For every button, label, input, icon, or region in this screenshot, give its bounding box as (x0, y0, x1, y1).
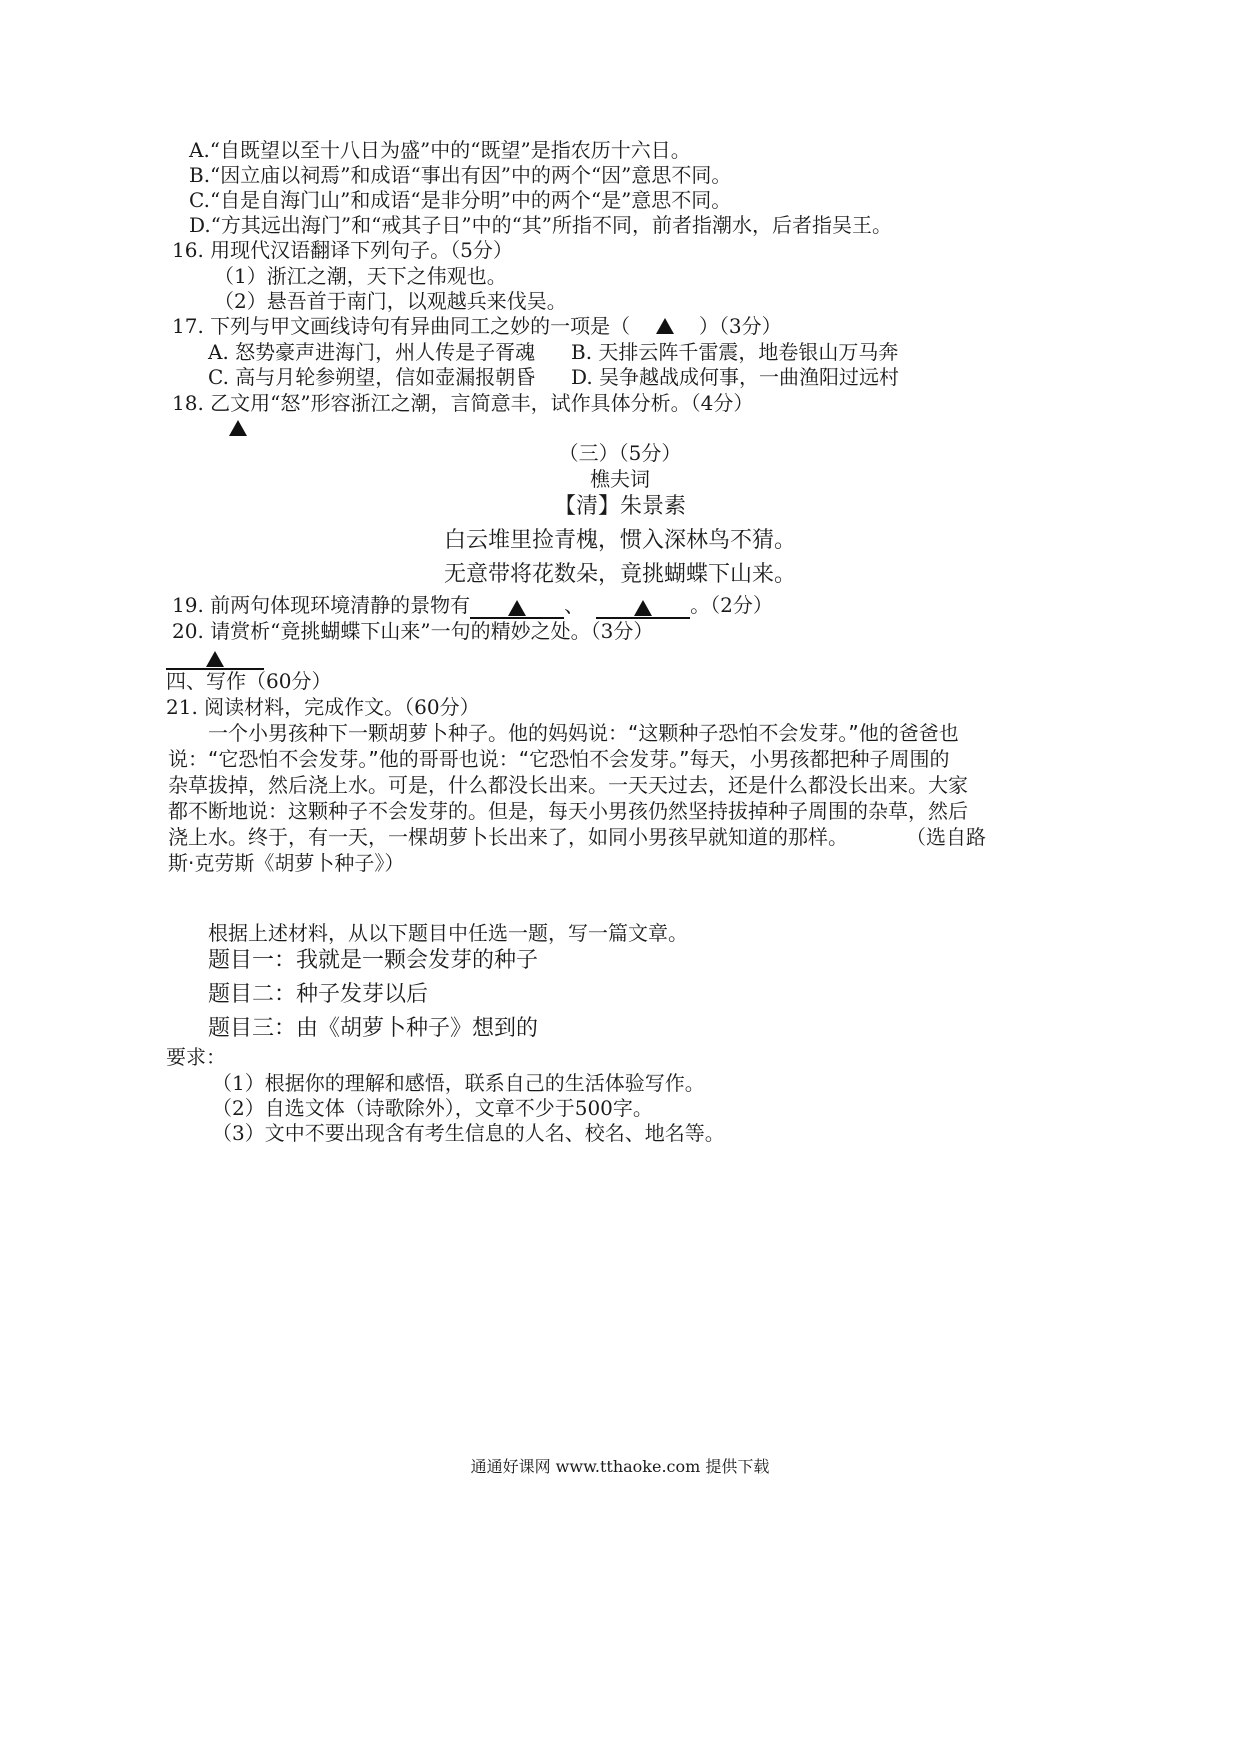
poem-line-1: 白云堆里捡青槐，惯入深林鸟不猜。 (443, 528, 796, 553)
q18-answer (229, 415, 247, 441)
poem-author: 【清】朱景素 (553, 494, 686, 519)
material-source: 斯·克劳斯《胡萝卜种子》） (168, 851, 405, 875)
topic-1: 题目一：我就是一颗会发芽的种子 (208, 948, 539, 973)
q19-stem-text: 19. 前两句体现环境清静的景物有 (172, 593, 471, 617)
writing-instruction: 根据上述材料，从以下题目中任选一题，写一篇文章。 (208, 921, 688, 945)
q19-separator: 、 (564, 593, 585, 617)
answer-triangle-icon (656, 318, 674, 334)
material-line-5-text: 浇上水。终于，有一天，一棵胡萝卜长出来了，如同小男孩早就知道的那样。 (168, 825, 848, 849)
topic-3: 题目三：由《胡萝卜种子》想到的 (208, 1016, 539, 1041)
q20-answer (166, 643, 264, 670)
q19-tail: 。（2分） (690, 593, 773, 617)
answer-blank-2 (596, 595, 690, 619)
q16-item-2: （2）悬吾首于南门，以观越兵来伐吴。 (214, 289, 567, 313)
topic-2: 题目二：种子发芽以后 (208, 982, 429, 1007)
requirement-1: （1）根据你的理解和感悟，联系自己的生活体验写作。 (212, 1071, 705, 1095)
answer-blank-1 (470, 595, 564, 619)
answer-blank (166, 646, 264, 670)
poem-title: 樵夫词 (590, 467, 650, 491)
answer-triangle-icon (508, 600, 526, 616)
material-source-start: （选自路 (906, 825, 986, 849)
q17-stem-text: 17. 下列与甲文画线诗句有异曲同工之妙的一项是（ (172, 314, 631, 338)
answer-triangle-icon (634, 600, 652, 616)
q21-stem: 21. 阅读材料，完成作文。（60分） (166, 695, 480, 719)
requirement-2: （2）自选文体（诗歌除外），文章不少于500字。 (212, 1096, 653, 1120)
material-line-3: 杂草拔掉，然后浇上水。可是，什么都没长出来。一天天过去，还是什么都没长出来。大家 (168, 773, 968, 797)
q15-option-a: A.“自既望以至十八日为盛”中的“既望”是指农历十六日。 (189, 138, 691, 162)
q18-stem: 18. 乙文用“怒”形容浙江之潮，言简意丰，试作具体分析。（4分） (172, 391, 754, 415)
poem-line-2: 无意带将花数朵，竟挑蝴蝶下山来。 (443, 562, 796, 587)
section-three-heading: （三）（5分） (558, 441, 682, 465)
writing-heading: 四、写作（60分） (166, 669, 332, 693)
requirements-label: 要求： (166, 1045, 226, 1069)
q17-option-b: B. 天排云阵千雷震，地卷银山万马奔 (571, 340, 899, 364)
q17-option-d: D. 吴争越战成何事，一曲渔阳过远村 (571, 365, 900, 389)
q15-option-b: B.“因立庙以祠焉”和成语“事出有因”中的两个“因”意思不同。 (189, 163, 732, 187)
q16-item-1: （1）浙江之潮，天下之伟观也。 (214, 264, 507, 288)
requirement-3: （3）文中不要出现含有考生信息的人名、校名、地名等。 (212, 1121, 725, 1145)
answer-triangle-icon (229, 420, 247, 436)
q15-option-c: C.“自是自海门山”和成语“是非分明”中的两个“是”意思不同。 (189, 188, 732, 212)
q16-stem: 16. 用现代汉语翻译下列句子。（5分） (172, 238, 513, 262)
q17-stem (172, 313, 782, 339)
material-line-5 (168, 824, 1058, 850)
page-footer: 通通好课网 www.tthaoke.com 提供下载 (470, 1457, 770, 1476)
material-line-2: 说：“它恐怕不会发芽。”他的哥哥也说：“它恐怕不会发芽。”每天，小男孩都把种子周围的 (168, 747, 950, 771)
q15-option-d: D.“方其远出海门”和“戒其子日”中的“其”所指不同，前者指潮水，后者指吴王。 (189, 213, 893, 237)
material-line-4: 都不断地说：这颗种子不会发芽的。但是，每天小男孩仍然坚持拔掉种子周围的杂草，然后 (168, 799, 968, 823)
material-line-1: 一个小男孩种下一颗胡萝卜种子。他的妈妈说：“这颗种子恐怕不会发芽。”他的爸爸也 (208, 721, 959, 745)
writing-material (168, 720, 1058, 876)
q17-option-a: A. 怒势豪声进海门，州人传是子胥魂 (208, 340, 536, 364)
answer-triangle-icon (206, 651, 224, 667)
q17-option-c: C. 高与月轮参朔望，信如壶漏报朝昏 (208, 365, 536, 389)
q17-stem-tail: ）（3分） (698, 314, 782, 338)
q19-stem (172, 592, 773, 619)
q20-stem: 20. 请赏析“竟挑蝴蝶下山来”一句的精妙之处。（3分） (172, 619, 654, 643)
